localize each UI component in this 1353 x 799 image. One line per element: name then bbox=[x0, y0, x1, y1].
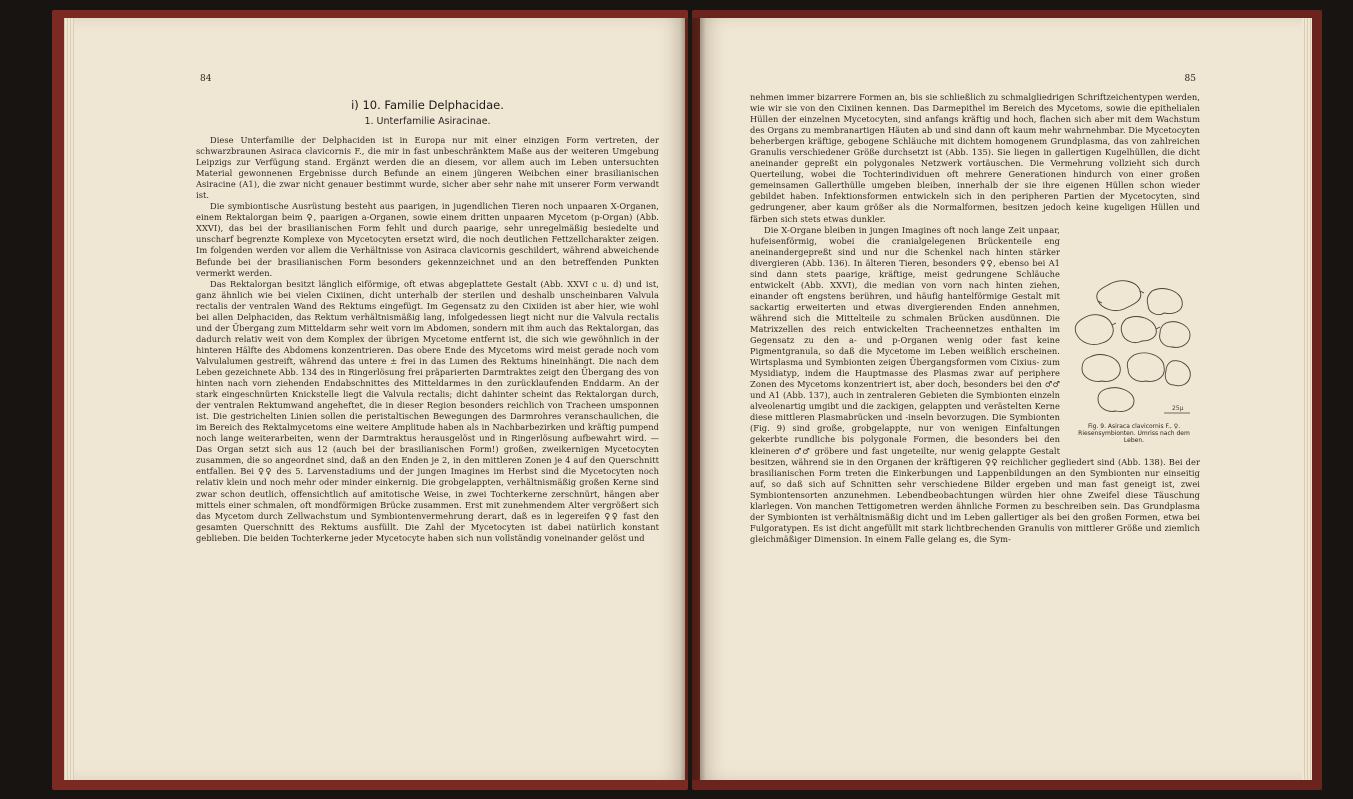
right-paragraph-2: Die X-Organe bleiben in jungen Imagines oft noch lange Zeit unpaar, hufeisenförmig, wobei die cranialgelegenen Brückenteile eng aneinandergepreßt sind und nur die Schenkel nach hinten stärker divergieren (Abb. 136). In älteren Tieren, besonders ♀♀, ebenso bei A1 sind dann stets paarige, kräftige, meist gedrungene Schläuche entwickelt (Abb. XXVI), die median von vorn nach hinten ziehen, einander oft engstens berühren, und häufig hantelförmige Gestalt mit sackartig erweiterten und etwas divergierenden Enden annehmen, während sich die Mittelteile zu schmalen Brücken ausdünnen. Die Matrixzellen des reich entwickelten Tracheennetzes enthalten im Gegensatz zu den a- und p-Organen wenig oder fast keine Pigmentgranula, so daß die Mycetome im Leben weißlich erscheinen. Wirtsplasma und Symbionten zeigen Übergangsformen vom Cixius- zum Mysidiatyp, indem die Hauptmasse des Plasmas zwar auf periphere Zonen des Mycetoms konzentriert ist, aber doch, besonders bei den ♂♂ und A1 (Abb. 137), auch in zentraleren Gebieten die Symbionten einzeln alveolenartig umgibt und die zackigen, gelappten und verästelten Kerne diese mittleren Plasmabrücken und -inseln bevorzugen. Die Symbionten (Fig. 9) sind große, grobgelappte, nur von wenigen Einfaltungen gekerbte rundliche bis polygonale Formen, die besonders bei den kleineren ♂♂ gröbere und fast ungeteilte, nur wenig gelappte Gestalt besitzen, während sie in den Organen der kräftigeren ♀♀ reichlicher gegliedert sind (Abb. 138). Bei der brasilianischen Form treten die Einkerbungen und Lappenbildungen an den Symbionten nur einseitig auf, so daß sich auf Schnitten sehr verschiedene Bilder ergeben und man fast geneigt ist, zwei Symbiontensorten anzunehmen. Lebendbeobachtungen würden hier ohne Zweifel diese Täuschung klarlegen. Von manchen Tettigometren werden ähnliche Formen zu beschreiben sein. Das Grundplasma der Symbionten ist verhältnismäßig dicht und im Leben gallertiger als bei den großen Formen, etwa bei Fulgoratypen. Es ist dicht angefüllt mit stark lichtbrechenden Granulis von mittlerer Größe und ziemlich gleichmäßiger Dimension. In einem Falle gelang es, die Sym- bbox=[750, 224, 1200, 544]
symbiont-outline-drawing bbox=[1068, 271, 1200, 421]
left-page bbox=[64, 18, 685, 780]
page-number-right: 85 bbox=[1184, 74, 1196, 84]
right-paragraph-1: nehmen immer bizarrere Formen an, bis sie schließlich zu schmalgliedrigen Schriftzeichentypen werden, wie wir sie von den Cixiinen kennen. Das Darmepithel im Bereich des Mycetoms, sowie die epithelialen Hüllen der einzelnen Mycetocyten, sind anfangs kräftig und hoch, flachen sich aber mit dem Wachstum des Organs zu membranartigen Häuten ab und sind dann oft kaum mehr wahrnehmbar. Die Mycetocyten beherbergen kräftige, gebogene Schläuche mit dichtem homogenem Grundplasma, das von zahlreichen Granulis verschiedener Größe durchsetzt ist (Abb. 135). Sie liegen in gallertigen Kugelhüllen, die dicht aneinander gepreßt ein polygonales Netzwerk vortäuschen. Die Vermehrung vollzieht sich durch Querteilung, wobei die Tochterindividuen oft mehrere Generationen hindurch von einer großen gemeinsamen Gallerthülle umgeben bleiben, innerhalb der sie ihre eigenen Hüllen schon wieder gebildet haben. Infektionsformen entwickeln sich in den peripheren Partien der Mycetocyten, sind gedrungener, aber kaum größer als die Normalformen, besitzen jedoch keine kugeligen Hüllen und färben sich stets etwas dunkler. bbox=[750, 92, 1200, 224]
figure-9 bbox=[1068, 271, 1200, 444]
page-number-left: 84 bbox=[200, 74, 212, 84]
scale-bar-label: 25µ bbox=[1172, 404, 1184, 412]
left-paragraph-3: Das Rektalorgan besitzt länglich eiförmige, oft etwas abgeplattete Gestalt (Abb. XXVI c u. d) und ist, ganz ähnlich wie bei vielen Cixiinen, dicht unterhalb der sterilen und deshalb unscheinbaren Valvula rectalis der ventralen Wand des Rektums eingefügt. Im Gegensatz zu den Cixiiden ist aber hier, wie wohl bei allen Delphaciden, das Rektum verhältnismäßig lang, infolgedessen liegt nicht nur die Valvula rectalis und der Übergang zum Mitteldarm sehr weit vorn im Abdomen, sondern mit ihm auch das Rektalorgan, das dadurch relativ weit von dem Komplex der übrigen Mycetome entfernt ist, die sich wie gewöhnlich in der hinteren Hälfte des Abdomens konzentrieren. Das obere Ende des Mycetoms wird meist gerade noch vom Valvulalumen gestreift, während das untere ± frei in das Lumen des Rektums hineinhängt. Die nach dem Leben gezeichnete Abb. 134 des in Ringerlösung frei präparierten Darmtraktes zeigt den Übergang des von hinten nach vorn ziehenden Endabschnittes des Mitteldarmes in den zurücklaufenden Enddarm. An der stark eingeschnürten Knickstelle liegt die Valvula rectalis; dicht dahinter scheint das Rektalorgan durch, der ventralen Rektumwand angeheftet, die in dieser Region besonders reichlich von Tracheen umsponnen ist. Die gestrichelten Linien sollen die peristaltischen Bewegungen des Darmrohres veranschaulichen, die im Bereich des Rektalmycetoms eine weitere Amplitude haben als in Nachbarbezirken und kräftig pumpend noch lange weiterarbeiten, wenn der Darmtraktus herausgelöst und in Ringerlösung aufbewahrt wird. — Das Organ setzt sich aus 12 (auch bei der brasilianischen Form!) großen, zweikernigen Mycetocyten zusammen, die so angeordnet sind, daß an den Enden je 2, in den mittleren Zonen je 4 auf den Querschnitt entfallen. Bei ♀♀ des 5. Larvenstadiums und der jungen Imagines im Herbst sind die Mycetocyten noch relativ klein und noch mehr oder minder einkernig. Die grobgelappten, verhältnismäßig großen Kerne sind zwar schon deutlich, offensichtlich auf amitotische Weise, in zwei Tochterkerne zerschnürt, hängen aber mittels einer schmalen, oft mondförmigen Brücke zusammen. Erst mit zunehmendem Alter vergrößert sich das Mycetom durch Zellwachstum und Symbiontenvermehrung derart, daß es in legereifen ♀♀ fast den gesamten Querschnitt des Rektums ausfüllt. Die Zahl der Mycetocyten ist dabei natürlich konstant geblieben. Die beiden Tochterkerne jeder Mycetocyte haben sich nun vollständig voneinander gelöst und bbox=[196, 278, 659, 543]
left-paragraph-2: Die symbiontische Ausrüstung besteht aus paarigen, in jugendlichen Tieren noch unpaaren X-Organen, einem Rektalorgan beim ♀, paarigen a-Organen, sowie einem dritten unpaaren Mycetom (p-Organ) (Abb. XXVI), das bei der brasilianischen Form fehlt und durch paarige, sehr unregelmäßig besiedelte und unscharf begrenzte Komplexe von Mycetocyten ersetzt wird, die noch deutlichen Fettzellcharakter zeigen. Im folgenden werden vor allem die Verhältnisse von Asiraca clavicornis geschildert, während abweichende Befunde bei der brasilianischen Form besonders gekennzeichnet und an den betreffenden Punkten vermerkt werden. bbox=[196, 201, 659, 278]
section-heading: i) 10. Familie Delphacidae. bbox=[351, 98, 504, 112]
subsection-heading: 1. Unterfamilie Asiracinae. bbox=[364, 116, 491, 127]
right-page bbox=[700, 18, 1312, 780]
left-paragraph-1: Diese Unterfamilie der Delphaciden ist in Europa nur mit einer einzigen Form vertreten, der schwarzbraunen Asiraca clavicornis F., die mir in fast unbeschränktem Maße aus der weiteren Umgebung Leipzigs zur Verfügung stand. Ergänzt werden die an diesem, vor allem auch im Leben untersuchten Material gewonnenen Ergebnisse durch Befunde an einem jüngeren Weibchen einer brasilianischen Asiracine (A1), die zwar nicht genauer bestimmt wurde, sicher aber sehr nahe mit unserer Form verwandt ist. bbox=[196, 135, 659, 201]
figure-caption: Fig. 9. Asiraca clavicornis F., ♀. Riesensymbionten. Umriss nach dem Leben. bbox=[1078, 422, 1190, 444]
